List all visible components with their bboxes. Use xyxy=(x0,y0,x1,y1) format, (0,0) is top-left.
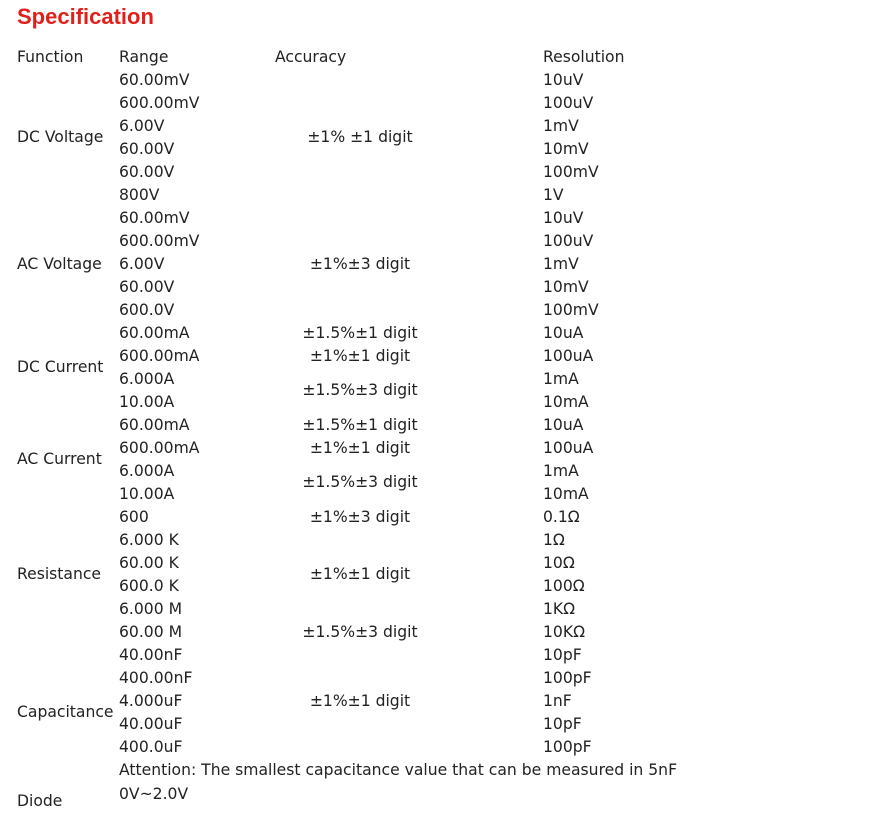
range-cell: 600 xyxy=(119,508,149,526)
function-label: DC Current xyxy=(17,358,104,376)
resolution-cell: 1mA xyxy=(543,370,579,388)
accuracy-cell: ±1%±1 digit xyxy=(309,565,411,583)
resolution-cell: 10KΩ xyxy=(543,623,585,641)
resolution-cell: 100uA xyxy=(543,439,594,457)
range-cell: 600.00mA xyxy=(119,347,200,365)
resolution-cell: 100uV xyxy=(543,232,594,250)
range-cell: 600.00mA xyxy=(119,439,200,457)
range-cell: 60.00 K xyxy=(119,554,179,572)
range-cell: 10.00A xyxy=(119,393,175,411)
header-range: Range xyxy=(119,48,169,66)
resolution-cell: 10mV xyxy=(543,140,589,158)
range-cell: 800V xyxy=(119,186,160,204)
range-cell: 6.00V xyxy=(119,117,165,135)
range-cell: 0V~2.0V xyxy=(119,785,189,803)
accuracy-cell: ±1%±3 digit xyxy=(309,508,411,526)
range-cell: 6.000A xyxy=(119,370,175,388)
range-cell: 400.0uF xyxy=(119,738,183,756)
resolution-cell: 100mV xyxy=(543,301,599,319)
resolution-cell: 10mA xyxy=(543,485,589,503)
resolution-cell: 100uA xyxy=(543,347,594,365)
resolution-cell: 10pF xyxy=(543,646,582,664)
function-label: Capacitance xyxy=(17,703,114,721)
range-cell: 4.000uF xyxy=(119,692,183,710)
spec-title: Specification xyxy=(17,4,154,29)
range-cell: 10.00A xyxy=(119,485,175,503)
range-cell: 600.0V xyxy=(119,301,175,319)
range-cell: 6.000 K xyxy=(119,531,179,549)
resolution-cell: 10uA xyxy=(543,324,584,342)
resolution-cell: 1V xyxy=(543,186,564,204)
header-accuracy: Accuracy xyxy=(275,48,347,66)
accuracy-cell: ±1.5%±1 digit xyxy=(302,416,418,434)
header-function: Function xyxy=(17,48,84,66)
resolution-cell: 1nF xyxy=(543,692,572,710)
range-cell: 400.00nF xyxy=(119,669,193,687)
resolution-cell: 1KΩ xyxy=(543,600,576,618)
resolution-cell: 10uA xyxy=(543,416,584,434)
range-cell: 40.00nF xyxy=(119,646,183,664)
resolution-cell: 10uV xyxy=(543,209,584,227)
resolution-cell: 10mV xyxy=(543,278,589,296)
accuracy-cell: ±1%±1 digit xyxy=(309,439,411,457)
accuracy-cell: ±1.5%±3 digit xyxy=(302,381,418,399)
resolution-cell: 10uV xyxy=(543,71,584,89)
accuracy-cell: ±1.5%±1 digit xyxy=(302,324,418,342)
accuracy-cell: ±1%±1 digit xyxy=(309,347,411,365)
resolution-cell: 100uV xyxy=(543,94,594,112)
resolution-cell: 100pF xyxy=(543,669,592,687)
resolution-cell: 100Ω xyxy=(543,577,585,595)
range-cell: 600.0 K xyxy=(119,577,179,595)
resolution-cell: 1mV xyxy=(543,117,579,135)
resolution-cell: 1Ω xyxy=(543,531,565,549)
range-cell: 6.000 M xyxy=(119,600,183,618)
resolution-cell: 0.1Ω xyxy=(543,508,580,526)
header-resolution: Resolution xyxy=(543,48,625,66)
range-cell: 60.00 M xyxy=(119,623,183,641)
range-cell: 60.00mV xyxy=(119,71,190,89)
accuracy-cell: ±1.5%±3 digit xyxy=(302,473,418,491)
function-label: DC Voltage xyxy=(17,128,104,146)
range-cell: 6.000A xyxy=(119,462,175,480)
resolution-cell: 100pF xyxy=(543,738,592,756)
function-label: Diode xyxy=(17,792,63,810)
attention-note: Attention: The smallest capacitance value that can be measured in 5nF xyxy=(119,761,678,779)
range-cell: 60.00V xyxy=(119,278,175,296)
resolution-cell: 10mA xyxy=(543,393,589,411)
range-cell: 60.00mV xyxy=(119,209,190,227)
function-label: AC Current xyxy=(17,450,102,468)
range-cell: 60.00mA xyxy=(119,324,190,342)
function-label: AC Voltage xyxy=(17,255,102,273)
accuracy-cell: ±1% ±1 digit xyxy=(307,128,413,146)
range-cell: 60.00V xyxy=(119,163,175,181)
range-cell: 40.00uF xyxy=(119,715,183,733)
range-cell: 60.00V xyxy=(119,140,175,158)
accuracy-cell: ±1.5%±3 digit xyxy=(302,623,418,641)
range-cell: 600.00mV xyxy=(119,94,200,112)
resolution-cell: 1mV xyxy=(543,255,579,273)
resolution-cell: 10pF xyxy=(543,715,582,733)
resolution-cell: 10Ω xyxy=(543,554,575,572)
accuracy-cell: ±1%±3 digit xyxy=(309,255,411,273)
function-label: Resistance xyxy=(17,565,102,583)
range-cell: 6.00V xyxy=(119,255,165,273)
resolution-cell: 1mA xyxy=(543,462,579,480)
accuracy-cell: ±1%±1 digit xyxy=(309,692,411,710)
resolution-cell: 100mV xyxy=(543,163,599,181)
range-cell: 60.00mA xyxy=(119,416,190,434)
range-cell: 600.00mV xyxy=(119,232,200,250)
